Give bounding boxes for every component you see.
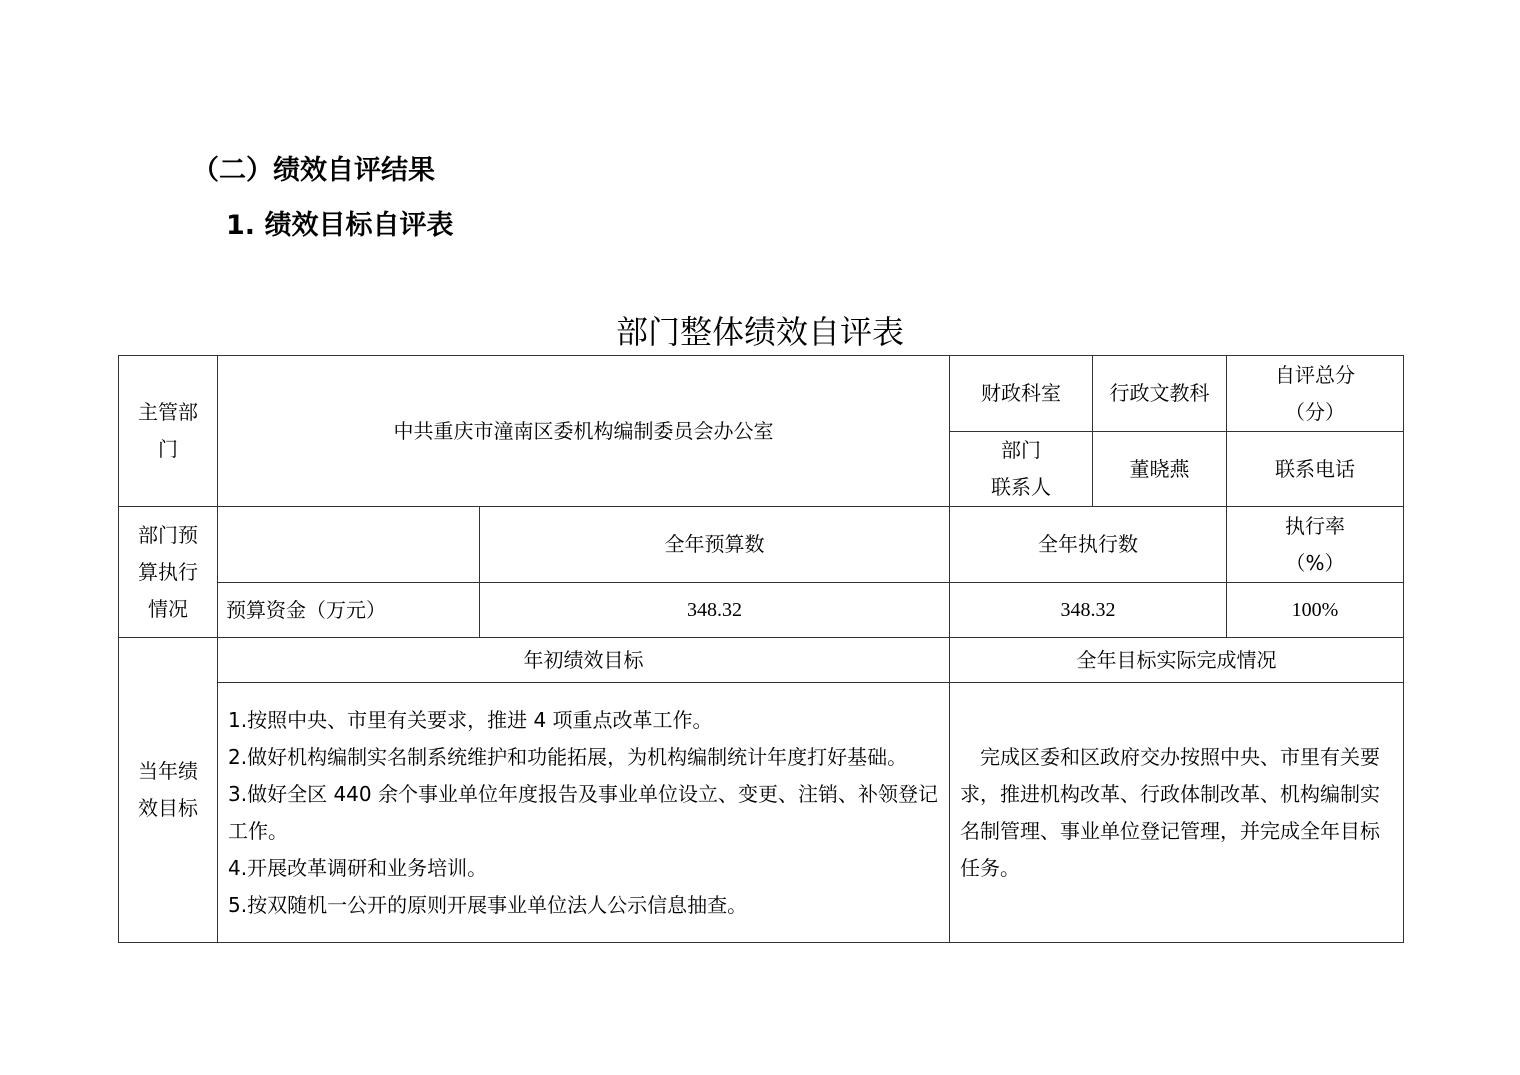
executed-value-cell: 348.32 bbox=[950, 583, 1227, 638]
actual-completion-cell: 完成区委和区政府交办按照中央、市里有关要求，推进机构改革、行政体制改革、机构编制实名制管理、事业单位登记管理，并完成全年目标任务。 bbox=[950, 683, 1404, 943]
contact-label-line2: 联系人 bbox=[991, 475, 1052, 499]
goal-item: 2.做好机构编制实名制系统维护和功能拓展，为机构编制统计年度打好基础。 bbox=[228, 744, 908, 769]
performance-table bbox=[118, 355, 1404, 943]
goals-label-line2: 效目标 bbox=[138, 796, 198, 820]
goal-item: 3.做好全区 440 余个事业单位年度报告及事业单位设立、变更、注销、补领登记工作。 bbox=[228, 781, 938, 843]
contact-label-cell bbox=[950, 432, 1093, 507]
subsection-heading: 1. 绩效目标自评表 bbox=[226, 210, 454, 241]
rate-header-line2: （%） bbox=[1285, 550, 1345, 575]
budget-value-cell: 348.32 bbox=[480, 583, 950, 638]
budget-label-line3: 情况 bbox=[148, 596, 188, 621]
col-actual-header: 全年目标实际完成情况 bbox=[950, 638, 1404, 683]
score-label-line2: （分） bbox=[1285, 399, 1346, 424]
rate-header-line1: 执行率 bbox=[1285, 513, 1346, 538]
dept-label-line1: 主管部 bbox=[138, 400, 198, 424]
budget-label-line2: 算执行 bbox=[138, 559, 198, 584]
col-executed-header: 全年执行数 bbox=[950, 507, 1227, 583]
phone-label-cell: 联系电话 bbox=[1227, 432, 1404, 507]
budget-empty-cell bbox=[218, 507, 480, 583]
score-label-cell bbox=[1227, 356, 1404, 432]
initial-goals-list bbox=[218, 683, 950, 943]
col-budget-header: 全年预算数 bbox=[480, 507, 950, 583]
contact-label-line1: 部门 bbox=[1001, 438, 1042, 462]
goals-label-cell bbox=[119, 638, 218, 943]
dept-name-cell: 中共重庆市潼南区委机构编制委员会办公室 bbox=[218, 356, 950, 507]
contact-name-cell: 董晓燕 bbox=[1093, 432, 1227, 507]
goal-item: 4.开展改革调研和业务培训。 bbox=[228, 855, 488, 880]
score-label-line1: 自评总分 bbox=[1275, 362, 1356, 387]
budget-label-cell bbox=[119, 507, 218, 638]
dept-label-line2: 门 bbox=[158, 437, 178, 461]
finance-section-cell: 财政科室 bbox=[950, 356, 1093, 432]
budget-row-label: 预算资金（万元） bbox=[218, 583, 480, 638]
budget-label-line1: 部门预 bbox=[138, 522, 198, 547]
table-title: 部门整体绩效自评表 bbox=[615, 313, 904, 351]
col-initial-goals-header: 年初绩效目标 bbox=[218, 638, 950, 683]
section-heading: （二）绩效自评结果 bbox=[192, 155, 435, 186]
goal-item: 1.按照中央、市里有关要求，推进 4 项重点改革工作。 bbox=[228, 707, 713, 732]
dept-label-cell bbox=[119, 356, 218, 507]
goals-label-line1: 当年绩 bbox=[138, 759, 198, 783]
rate-value-cell: 100% bbox=[1227, 583, 1404, 638]
admin-section-cell: 行政文教科 bbox=[1093, 356, 1227, 432]
goal-item: 5.按双随机一公开的原则开展事业单位法人公示信息抽查。 bbox=[228, 892, 748, 917]
col-rate-header bbox=[1227, 507, 1404, 583]
